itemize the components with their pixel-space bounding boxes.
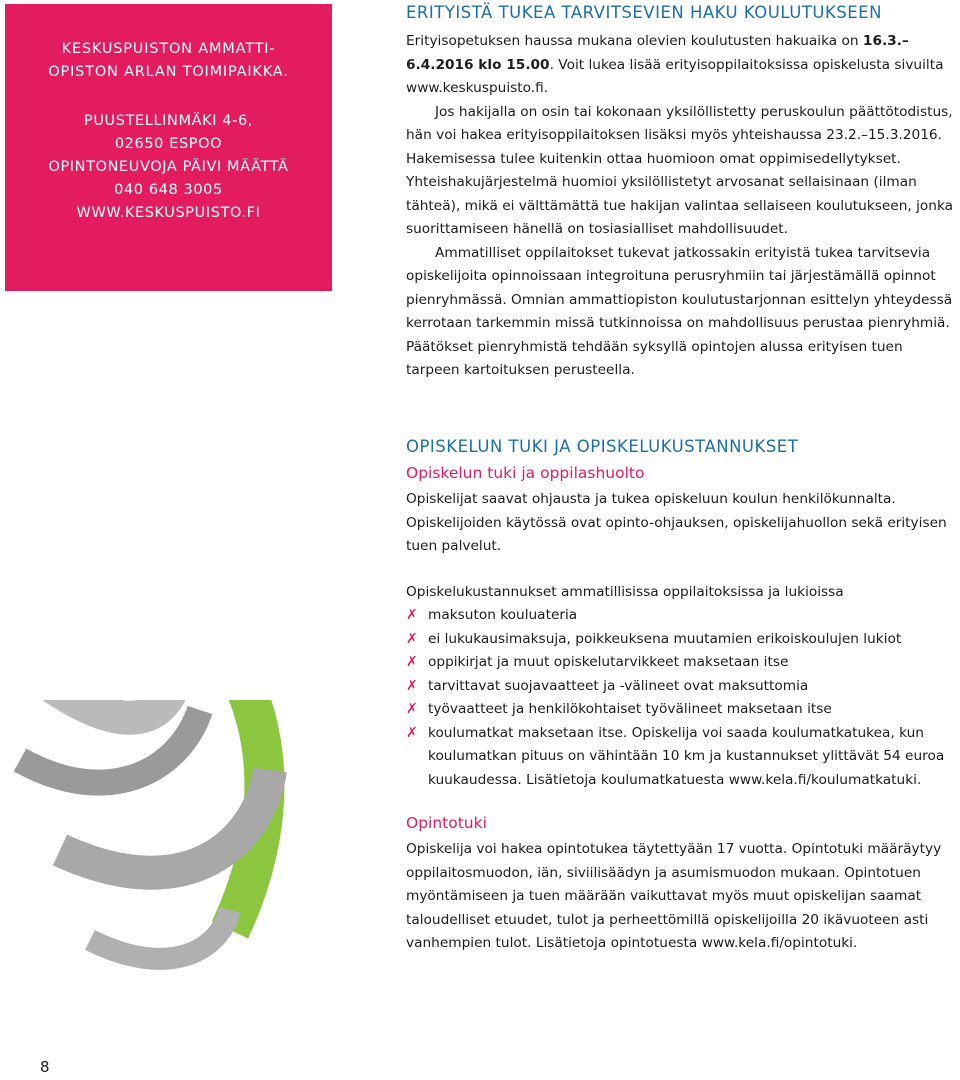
contact-website-link[interactable]: WWW.KESKUSPUISTO.FI [76, 205, 261, 221]
cross-mark-icon: ✗ [406, 607, 418, 623]
paragraph: Jos hakijalla on osin tai kokonaan yksilöllistetty peruskoulun päättötodistus, hän voi hakea erityisoppilaitoksen lisäksi myös yhteishaussa 23.2.–15.3.2016. Hakemisessa tulee kuitenkin ottaa huomioon omat oppimisedellytykset. Yhteishakujärjestelmä huomioi yksilöllistetyt arvosanat sellaisinaan (ilman tähteä), mikä ei välttämättä tue hakijan valintaa sellaiseen koulutukseen, jonka suorittamiseen hänellä on tosiasialliset mahdollisuudet. [406, 103, 954, 237]
section-heading: ERITYISTÄ TUKEA TARVITSEVIEN HAKU KOULUTUKSEEN [406, 3, 882, 22]
contact-details [5, 110, 332, 225]
decorative-logo-graphic [0, 700, 420, 1080]
contact-address-street: PUUSTELLINMÄKI 4-6, [84, 113, 253, 129]
cross-mark-icon: ✗ [406, 654, 418, 670]
cross-mark-icon: ✗ [406, 701, 418, 717]
list-item: ✗ työvaatteet ja henkilökohtaiset työvälineet maksetaan itse [406, 698, 960, 722]
section-special-support [406, 2, 960, 383]
cross-mark-icon: ✗ [406, 630, 418, 647]
list-item: ✗ ei lukukausimaksuja, poikkeuksena muutamien erikoiskoulujen lukiot [406, 628, 960, 652]
list-item: ✗ tarvittavat suojavaatteet ja -välineet ovat maksuttomia [406, 675, 960, 699]
subheading: Opiskelun tuki ja oppilashuolto [406, 464, 645, 482]
contact-phone: 040 648 3005 [114, 182, 223, 198]
paragraph: Erityisopetuksen haussa mukana olevien koulutusten hakuaika on 16.3.–6.4.2016 klo 15.00. Voit lukea lisää erityisoppilaitoksissa opiskelusta sivuilta www.keskuspuisto.fi. [406, 33, 944, 96]
paragraph: Ammatilliset oppilaitokset tukevat jatkossakin erityistä tukea tarvitsevia opiskelijoita opinnoissaan integroituna perusryhmiin tai järjestämällä opinnot pienryhmässä. Omnian ammattiopiston koulutustarjonnan esittelyn yhteydessä kerrotaan tarkemmin missä tutkinnoissa on mahdollisuus perustaa pienryhmiä. Päätökset pienryhmistä tehdään syksyllä opintojen alussa erityisen tuen tarpeen kartoituksen perusteella. [406, 244, 953, 378]
contact-counselor: OPINTONEUVOJA PÄIVI MÄÄTTÄ [48, 159, 289, 175]
paragraph: Opiskelijat saavat ohjausta ja tukea opiskeluun koulun henkilökunnalta. Opiskelijoiden käytössä ovat opinto-ohjauksen, opiskelijahuollon sekä erityisen tuen palvelut. [406, 491, 947, 554]
section-heading: OPISKELUN TUKI JA OPISKELUKUSTANNUKSET [406, 437, 799, 456]
costs-intro: Opiskelukustannukset ammatillisissa oppilaitoksissa ja lukioissa [406, 583, 844, 600]
list-item: ✗ maksuton kouluateria [406, 604, 960, 628]
costs-list [406, 604, 960, 792]
cross-mark-icon: ✗ [406, 724, 418, 741]
list-item: ✗ oppikirjat ja muut opiskelutarvikkeet maksetaan itse [406, 651, 960, 675]
paragraph: Opiskelija voi hakea opintotukea täytettyään 17 vuotta. Opintotuki määräytyy oppilaitosmuodon, iän, siviilisäädyn ja asumismuodon mukaan. Opintotuen myöntämiseen ja tuen määrään vaikuttavat myös muut opiskelijan saamat taloudelliset etuudet, tulot ja perheettömillä opiskelijoilla 20 ikävuoteen asti vanhempien tulot. Lisätietoja opintotuesta www.kela.fi/opintotuki. [406, 841, 942, 951]
cross-mark-icon: ✗ [406, 677, 418, 694]
contact-address-postal: 02650 ESPOO [114, 136, 223, 152]
contact-box [5, 4, 332, 291]
page-number: 8 [40, 1058, 50, 1076]
subheading: Opintotuki [406, 814, 487, 832]
list-item: ✗ koulumatkat maksetaan itse. Opiskelija voi saada koulumatkatukea, kun koulumatkan pituus on vähintään 10 km ja kustannukset ylittävät 54 euroa kuukaudessa. Lisätietoja koulumatkatuesta www.kela.fi/koulumatkatuki. [406, 722, 960, 793]
contact-location: KESKUSPUISTON AMMATTI- OPISTON ARLAN TOIMIPAIKKA. [48, 41, 289, 80]
section-study-support [406, 436, 960, 956]
